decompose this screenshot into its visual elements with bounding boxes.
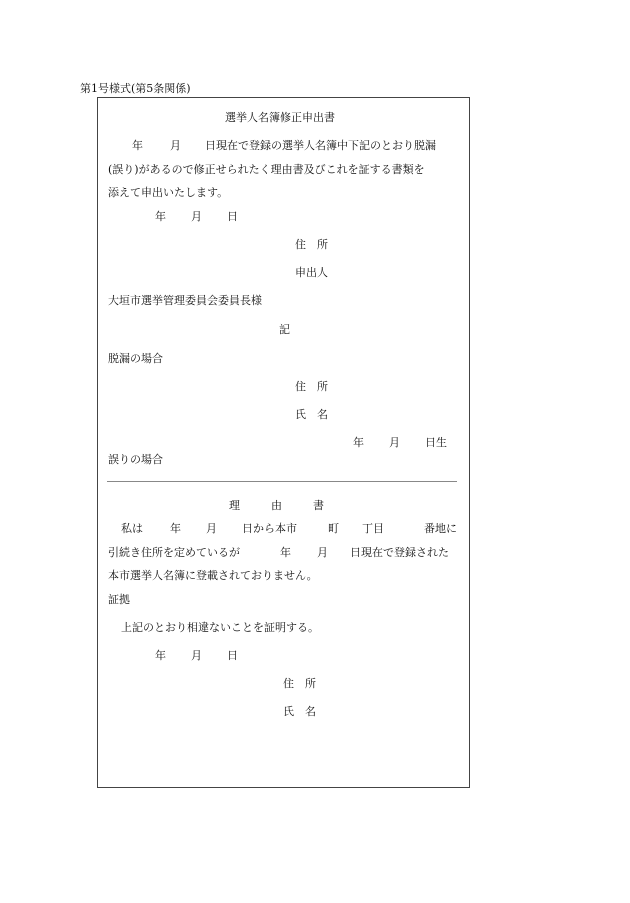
reason-line3: 本市選挙人名簿に登載されておりません。 [108, 569, 318, 582]
reason-line1-a: 私は [121, 522, 143, 535]
evidence-name-label: 氏 名 [283, 705, 316, 718]
form-label: 第1号様式(第5条関係) [80, 82, 191, 95]
addressee: 大垣市選挙管理委員会委員長様 [108, 294, 262, 307]
reason-line1-month: 月 [206, 522, 217, 535]
reason-line1-year: 年 [170, 522, 181, 535]
evidence-month: 月 [191, 649, 202, 662]
omission-heading: 脱漏の場合 [108, 352, 163, 365]
reason-title-char-1: 理 [229, 499, 240, 512]
intro-line1: 日現在で登録の選挙人名簿中下記のとおり脱漏 [205, 139, 436, 152]
intro-line2: (誤り)があるので修正せられたく理由書及びこれを証する書類を [108, 163, 425, 176]
omission-name-label: 氏 名 [295, 408, 328, 421]
section-divider [107, 481, 457, 482]
ki-marker: 記 [279, 323, 290, 336]
date-day: 日 [227, 210, 238, 223]
applicant-label: 申出人 [295, 266, 328, 279]
evidence-heading: 証拠 [108, 593, 130, 606]
reason-line2-month: 月 [317, 546, 328, 559]
intro-year: 年 [132, 139, 143, 152]
evidence-address-label: 住 所 [283, 677, 316, 690]
intro-line3: 添えて申出いたします。 [108, 186, 229, 199]
reason-title-char-3: 書 [313, 499, 324, 512]
omission-address-label: 住 所 [295, 380, 328, 393]
birth-day: 日生 [425, 436, 447, 449]
reason-line2-b: 日現在で登録された [350, 546, 449, 559]
reason-line1-banchi: 番地に [424, 522, 457, 535]
date-year: 年 [155, 210, 166, 223]
birth-month: 月 [389, 436, 400, 449]
reason-line1-town: 町 [328, 522, 339, 535]
form-title: 選挙人名簿修正申出書 [225, 111, 335, 124]
reason-line1-chome: 丁目 [362, 522, 384, 535]
reason-title-char-2: 由 [271, 499, 282, 512]
error-heading: 誤りの場合 [108, 453, 163, 466]
evidence-statement: 上記のとおり相違ないことを証明する。 [121, 621, 319, 634]
reason-line2-a: 引続き住所を定めているが [108, 546, 240, 559]
intro-month: 月 [170, 139, 181, 152]
birth-year: 年 [353, 436, 364, 449]
applicant-address-label: 住 所 [295, 238, 328, 251]
evidence-year: 年 [155, 649, 166, 662]
date-month: 月 [191, 210, 202, 223]
evidence-day: 日 [227, 649, 238, 662]
reason-line1-b: 日から本市 [242, 522, 297, 535]
reason-line2-year: 年 [280, 546, 291, 559]
